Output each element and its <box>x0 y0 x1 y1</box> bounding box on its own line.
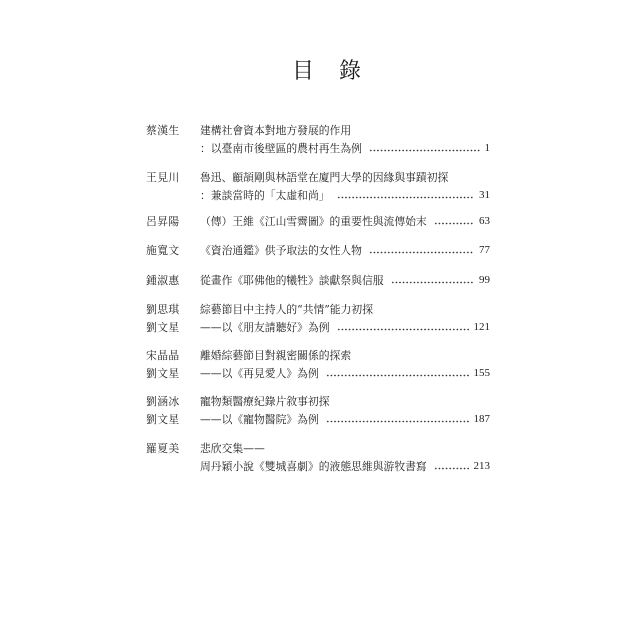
dot-leader <box>369 243 474 258</box>
article-title <box>200 243 490 258</box>
author-name: 劉文星 <box>146 321 180 334</box>
author-name: 宋晶晶 <box>146 349 180 362</box>
toc-row <box>146 366 490 381</box>
article-title <box>200 441 490 456</box>
article-title-line: 悲欣交集—— <box>200 442 265 455</box>
article-title-line: ——以《朋友請聽好》為例 <box>200 321 330 334</box>
toc-row <box>146 141 490 156</box>
article-title <box>200 123 490 138</box>
article-title-line: 離婚綜藝節目對親密關係的探索 <box>200 349 352 362</box>
article-title <box>200 320 490 335</box>
page-number: 99 <box>479 274 490 286</box>
toc-row <box>146 302 490 317</box>
toc-title: 目 錄 <box>292 59 361 84</box>
author-name: 劉文星 <box>146 413 180 426</box>
article-title-line: 周丹穎小說《雙城喜劇》的液態思維與游牧書寫 <box>200 460 427 473</box>
author-name: 鍾淑惠 <box>146 274 180 287</box>
dot-leader <box>337 188 474 203</box>
page-number: 63 <box>479 215 490 227</box>
toc-row <box>146 243 490 258</box>
toc-row <box>146 123 490 138</box>
page-number: 77 <box>479 244 490 256</box>
dot-leader <box>337 320 469 335</box>
article-title <box>200 459 490 474</box>
article-title-line: ：兼談當時的「太虛和尚」 <box>200 189 330 202</box>
author-name: 劉思琪 <box>146 303 180 316</box>
author-name: 呂昇陽 <box>146 215 180 228</box>
page-number: 1 <box>484 142 490 154</box>
dot-leader <box>326 412 469 427</box>
toc-row <box>146 459 490 474</box>
article-title-line: ——以《再見愛人》為例 <box>200 367 319 380</box>
author-name: 王見川 <box>146 171 180 184</box>
toc-row <box>146 188 490 203</box>
article-title <box>200 394 490 409</box>
toc-row <box>146 441 490 456</box>
page-number: 31 <box>479 189 490 201</box>
article-title-line: （傳）王維《江山雪霽圖》的重要性與流傳始末 <box>200 215 427 228</box>
article-title <box>200 188 490 203</box>
page-number: 187 <box>473 413 490 425</box>
article-title <box>200 273 490 288</box>
author-name: 劉文星 <box>146 367 180 380</box>
toc-row <box>146 170 490 185</box>
toc-row <box>146 273 490 288</box>
article-title <box>200 412 490 427</box>
dot-leader <box>434 459 469 474</box>
author-name: 蔡漢生 <box>146 124 180 137</box>
article-title-line: ——以《寵物醫院》為例 <box>200 413 319 426</box>
article-title-line: ：以臺南市後壁區的農村再生為例 <box>200 142 362 155</box>
dot-leader <box>391 273 474 288</box>
article-title <box>200 214 490 229</box>
toc-row <box>146 214 490 229</box>
article-title <box>200 170 490 185</box>
page-number: 121 <box>473 321 490 333</box>
author-name: 施寬文 <box>146 244 180 257</box>
page-number: 155 <box>473 367 490 379</box>
dot-leader <box>434 214 474 229</box>
article-title-line: 綜藝節目中主持人的“共情”能力初探 <box>200 303 373 316</box>
article-title <box>200 366 490 381</box>
toc-row <box>146 320 490 335</box>
author-name: 羅夏美 <box>146 442 180 455</box>
toc-row <box>146 348 490 363</box>
dot-leader <box>326 366 469 381</box>
article-title <box>200 141 490 156</box>
dot-leader <box>369 141 480 156</box>
author-name: 劉涵冰 <box>146 395 180 408</box>
article-title-line: 建構社會資本對地方發展的作用 <box>200 124 352 137</box>
article-title-line: 魯迅、顧頡剛與林語堂在廈門大學的因緣與事蹟初探 <box>200 171 449 184</box>
article-title-line: 寵物類醫療紀錄片敘事初探 <box>200 395 330 408</box>
page-number: 213 <box>473 460 490 472</box>
toc-row <box>146 412 490 427</box>
toc-row <box>146 394 490 409</box>
article-title <box>200 302 490 317</box>
article-title <box>200 348 490 363</box>
article-title-line: 《資治通鑑》供予取法的女性人物 <box>200 244 362 257</box>
article-title-line: 從畫作《耶佛他的犧牲》談獻祭與信服 <box>200 274 384 287</box>
